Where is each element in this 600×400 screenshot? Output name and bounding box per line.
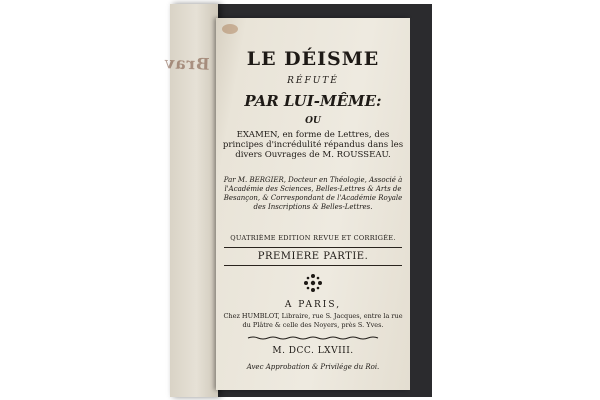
- author-line: Par M. BERGIER, Docteur en Théologie, Associé à l'Académie des Sciences, Belles-Lettres & Arts de Besançon, & Correspondant de l'Académie Royale des Inscriptions & Belles-Lettres.: [223, 176, 403, 211]
- publisher-line: Chez HUMBLOT, Libraire, rue S. Jacques, entre la rue du Plâtre & celle des Noyers, près S. Yves.: [223, 312, 403, 329]
- ink-stain: [222, 24, 238, 34]
- fleuron-ornament-icon: [302, 272, 324, 294]
- title-page: [216, 18, 410, 390]
- subtitle: EXAMEN, en forme de Lettres, des principes d'incrédulité répandus dans les divers Ouvrages de M. ROUSSEAU.: [222, 130, 404, 160]
- bleed-through-text: Brav: [163, 53, 210, 74]
- divider-bottom: [224, 265, 402, 266]
- privilege-line: Avec Approbation & Privilége du Roi.: [246, 363, 380, 371]
- city-line: A PARIS,: [284, 300, 342, 310]
- title-refute: RÉFUTÉ: [287, 76, 339, 86]
- year-line: M. DCC. LXVIII.: [272, 346, 354, 356]
- part-label: PREMIERE PARTIE.: [257, 251, 369, 262]
- book-photo: [163, 4, 432, 397]
- flyleaf-page: [163, 4, 218, 397]
- background-edge: [410, 18, 432, 390]
- edition-line: QUATRIÈME EDITION REVUE ET CORRIGÉE.: [230, 234, 396, 242]
- title-par: PAR LUI-MÊME:: [244, 92, 382, 110]
- wavy-rule: [248, 336, 378, 340]
- title-ou: OU: [305, 116, 321, 126]
- title-main: LE DÉISME: [246, 48, 380, 70]
- divider-top: [224, 247, 402, 248]
